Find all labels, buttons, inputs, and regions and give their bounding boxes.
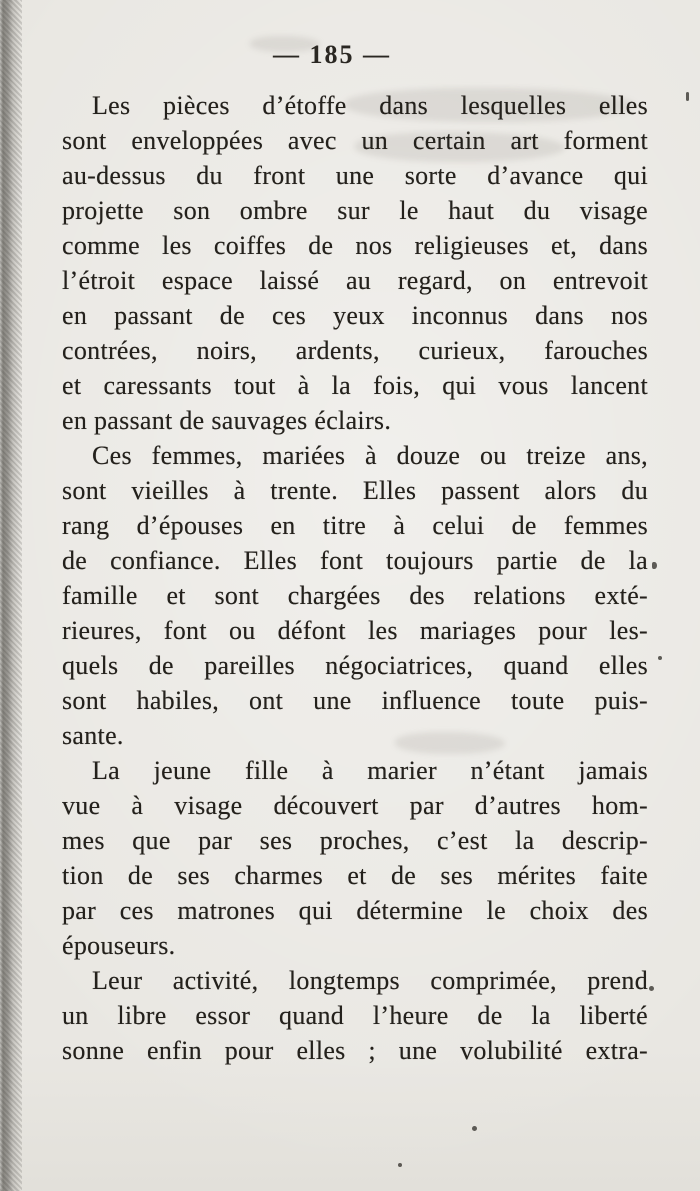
text-line: famille et sont chargées des relations exté-: [62, 581, 648, 610]
text-line: sonne enfin pour elles ; une volubilité extra-: [62, 1036, 648, 1065]
text-line: un libre essor quand l’heure de la liberté: [62, 1001, 648, 1030]
text-line: au-dessus du front une sorte d’avance qui: [62, 161, 648, 190]
scan-speck: [652, 562, 657, 569]
text-line: sont enveloppées avec un certain art forment: [62, 126, 648, 155]
scan-speck: [649, 986, 654, 991]
text-line: mes que par ses proches, c’est la descrip-: [62, 826, 648, 855]
text-line: La jeune fille à marier n’étant jamais: [92, 756, 648, 785]
paragraph-2: [62, 438, 648, 753]
text-line: l’étroit espace laissé au regard, on entrevoit: [62, 266, 648, 295]
text-line: Ces femmes, mariées à douze ou treize ans,: [92, 441, 648, 470]
scan-speck: [658, 656, 662, 660]
page-number-header: — 185 —: [273, 40, 391, 69]
text-line: en passant de sauvages éclairs.: [62, 406, 392, 435]
text-line: en passant de ces yeux inconnus dans nos: [62, 301, 648, 330]
text-line: comme les coiffes de nos religieuses et, dans: [62, 231, 648, 260]
paragraph-3: [62, 753, 648, 963]
text-line: épouseurs.: [62, 931, 176, 960]
scan-speck: [472, 1126, 477, 1131]
text-line: quels de pareilles négociatrices, quand elles: [62, 651, 648, 680]
text-line: sont vieilles à trente. Elles passent alors du: [62, 476, 648, 505]
text-line: sante.: [62, 721, 124, 750]
text-line: rang d’épouses en titre à celui de femmes: [62, 511, 648, 540]
text-line: Les pièces d’étoffe dans lesquelles elles: [92, 91, 648, 120]
text-line: contrées, noirs, ardents, curieux, farouches: [62, 336, 648, 365]
page-text: [62, 88, 648, 1068]
text-line: par ces matrones qui détermine le choix des: [62, 896, 648, 925]
text-line: projette son ombre sur le haut du visage: [62, 196, 648, 225]
paragraph-4: [62, 963, 648, 1068]
scan-speck: [398, 1163, 402, 1167]
text-line: sont habiles, ont une influence toute puis-: [62, 686, 648, 715]
paragraph-1: [62, 88, 648, 438]
scan-speck: [686, 92, 689, 101]
text-line: tion de ses charmes et de ses mérites faite: [62, 861, 648, 890]
text-line: et caressants tout à la fois, qui vous lancent: [62, 371, 648, 400]
text-line: vue à visage découvert par d’autres hom-: [62, 791, 648, 820]
text-line: Leur activité, longtemps comprimée, prend: [92, 966, 648, 995]
book-binding-edge: [0, 0, 22, 1191]
text-line: rieures, font ou défont les mariages pour les-: [62, 616, 648, 645]
text-line: de confiance. Elles font toujours partie de la: [62, 546, 648, 575]
